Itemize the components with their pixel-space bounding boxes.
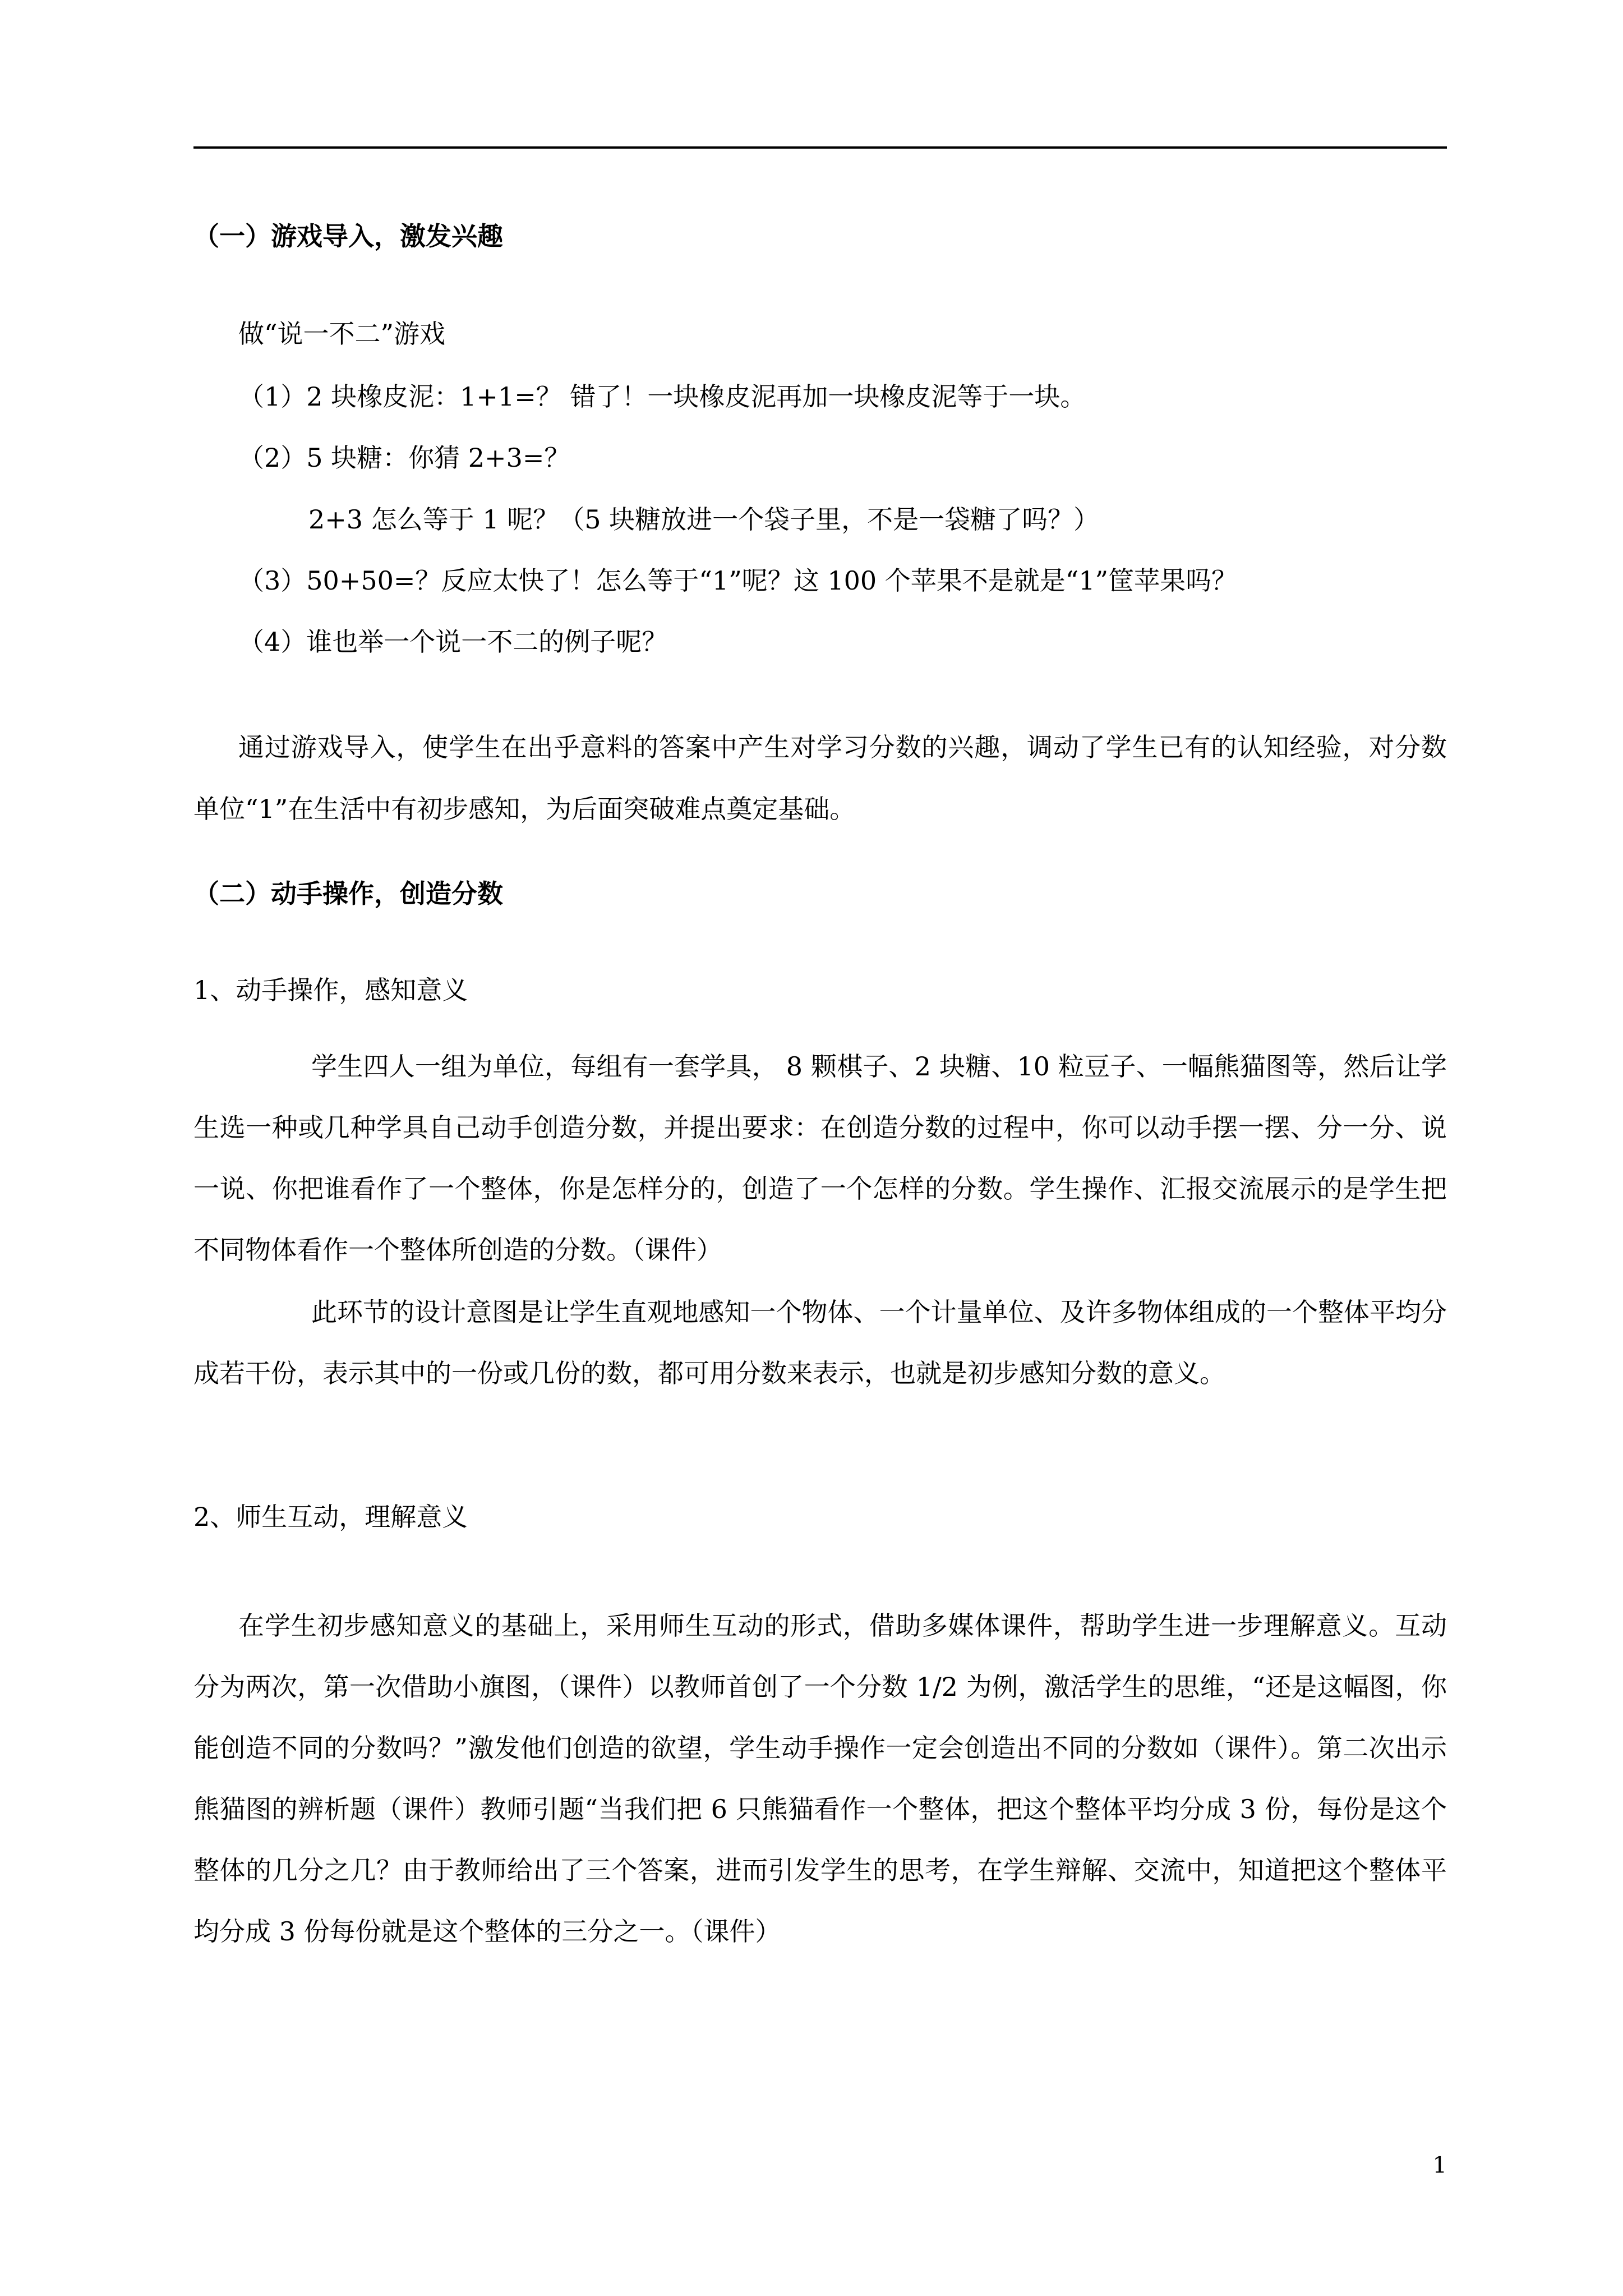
- header-rule: [193, 146, 1447, 149]
- section2-title: （二）动手操作，创造分数: [193, 878, 503, 909]
- paragraph: 此环节的设计意图是让学生直观地感知一个物体、一个计量单位、及许多物体组成的一个整体平均分成若干份，表示其中的一份或几份的数，都可用分数来表示，也就是初步感知分数的意义。: [193, 1297, 1447, 1388]
- list-item: 2+3 怎么等于 1 呢？（5 块糖放进一个袋子里，不是一袋糖了吗？）: [308, 504, 1100, 535]
- paragraph: 学生四人一组为单位，每组有一套学具， 8 颗棋子、2 块糖、10 粒豆子、一幅熊猫图等，然后让学生选一种或几种学具自己动手创造分数，并提出要求：在创造分数的过程中，你可以动手摆一摆、分一分、说一说、你把谁看作了一个整体，你是怎样分的，创造了一个怎样的分数。学生操作、汇报交流展示的是学生把不同物体看作一个整体所创造的分数。（课件）: [193, 1051, 1447, 1265]
- list-item: （1）2 块橡皮泥：1+1=？ 错了！一块橡皮泥再加一块橡皮泥等于一块。: [238, 381, 1086, 412]
- section1-summary: 通过游戏导入，使学生在出乎意料的答案中产生对学习分数的兴趣，调动了学生已有的认知经验，对分数单位“1”在生活中有初步感知，为后面突破难点奠定基础。: [193, 732, 1447, 824]
- subsection-heading: 2、师生互动，理解意义: [193, 1502, 468, 1532]
- list-item: （4）谁也举一个说一不二的例子呢？: [238, 627, 668, 657]
- subsection-heading: 1、动手操作，感知意义: [193, 975, 468, 1005]
- section1-intro: 做“说一不二”游戏: [238, 319, 446, 349]
- list-item: （2）5 块糖：你猜 2+3=？: [238, 443, 570, 473]
- section1-title: （一）游戏导入，激发兴趣: [193, 221, 503, 251]
- paragraph: 在学生初步感知意义的基础上，采用师生互动的形式，借助多媒体课件，帮助学生进一步理解意义。互动分为两次，第一次借助小旗图，（课件）以教师首创了一个分数 1/2 为例，激活学生的思维，“还是这幅图，你能创造不同的分数吗？”激发他们创造的欲望，学生动手操作一定会创造出不同的分数如（课件）。第二次出示熊猫图的辨析题（课件）教师引题“当我们把 6 只熊猫看作一个整体，把这个整体平均分成 3 份，每份是这个整体的几分之几？由于教师给出了三个答案，进而引发学生的思考，在学生辩解、交流中，知道把这个整体平均分成 3 份每份就是这个整体的三分之一。（课件）: [193, 1611, 1447, 1947]
- list-item: （3）50+50=？反应太快了！怎么等于“1”呢？这 100 个苹果不是就是“1”筐苹果吗？: [238, 565, 1238, 596]
- page-number: 1: [1432, 2152, 1447, 2178]
